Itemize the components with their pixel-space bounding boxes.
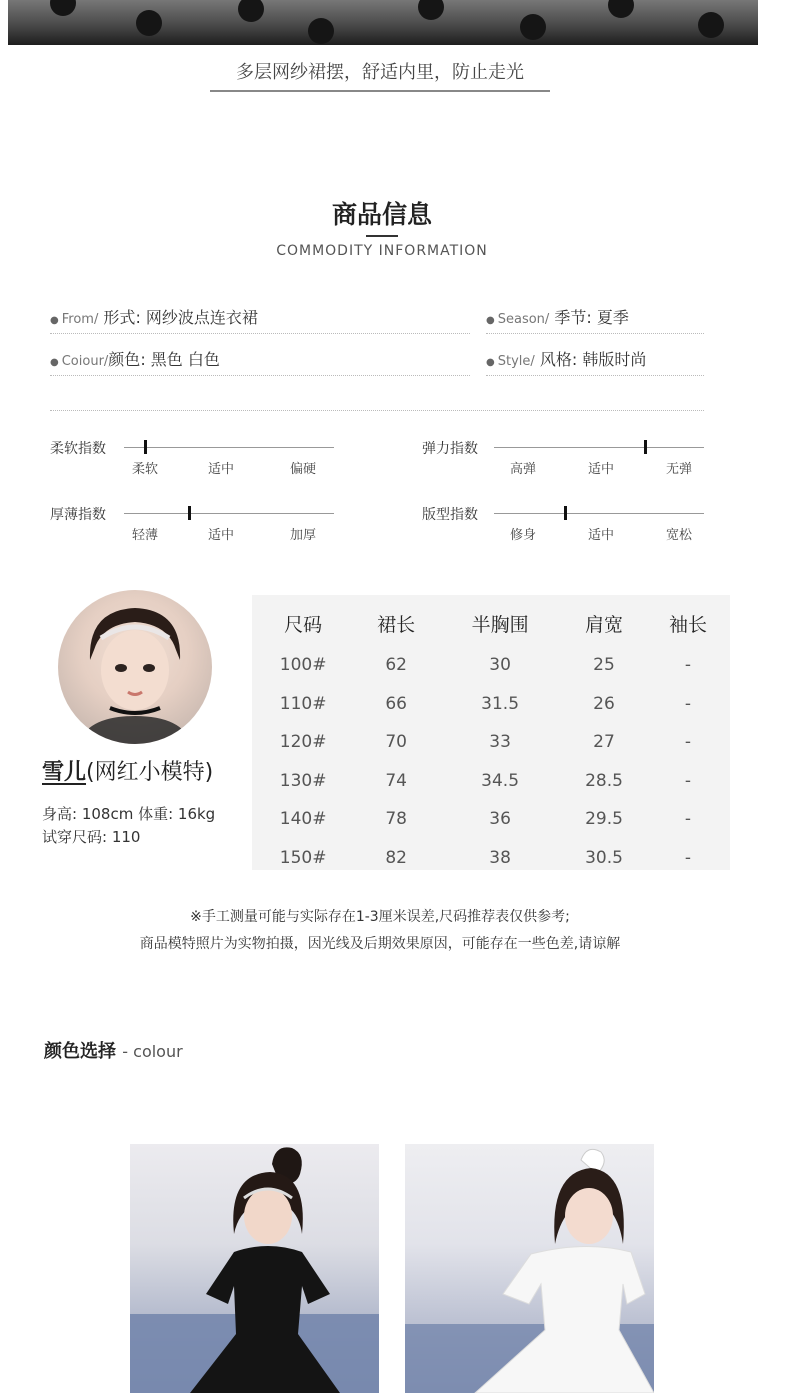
size-table-header-row [252, 600, 730, 646]
table-cell: 31.5 [481, 693, 520, 714]
info-form-label: 形式 [103, 308, 136, 327]
table-row [252, 800, 730, 839]
model-name-text: 雪儿 [42, 760, 87, 785]
section-subtitle: COMMODITY INFORMATION [276, 243, 488, 259]
white-dress-illustration [405, 1144, 654, 1393]
info-season-label: 季节 [554, 308, 587, 327]
table-cell: 130# [279, 770, 327, 791]
scale-track [494, 447, 704, 448]
table-cell: 110# [279, 693, 327, 714]
table-cell: - [684, 655, 692, 676]
size-table-header: 半胸围 [471, 613, 529, 636]
color-select-heading: 颜色选择 - colour [44, 1041, 183, 1062]
table-cell: 74 [385, 770, 407, 791]
scale-thickness [50, 504, 350, 544]
scale-label: 柔软指数 [50, 441, 106, 457]
table-cell: 66 [385, 693, 407, 714]
scale-tick: 适中 [208, 462, 235, 477]
bullet-icon: ● [50, 315, 59, 326]
table-cell: 26 [593, 693, 615, 714]
scale-softness [50, 438, 350, 478]
table-cell: 27 [593, 732, 615, 753]
scale-tick: 适中 [208, 528, 235, 543]
model-portrait [58, 590, 212, 744]
size-table-header: 裙长 [377, 613, 416, 636]
divider [50, 410, 704, 411]
scale-tick: 柔软 [132, 462, 159, 477]
scale-label: 弹力指数 [422, 441, 478, 457]
section-title: 商品信息 [331, 200, 432, 229]
info-colour-en: Coiour/ [61, 354, 109, 369]
info-colour: ● Coiour/颜色: 黑色 白色 [50, 347, 470, 376]
model-title: (网红小模特) [86, 760, 214, 785]
black-dress-illustration [130, 1144, 379, 1393]
table-cell: - [684, 693, 692, 714]
scale-marker [188, 506, 191, 520]
table-cell: 150# [279, 847, 327, 868]
table-cell: 78 [385, 809, 407, 830]
table-cell: 36 [489, 809, 511, 830]
table-cell: - [684, 770, 692, 791]
table-cell: - [684, 809, 692, 830]
size-table-header: 肩宽 [584, 613, 623, 636]
scale-tick: 适中 [588, 528, 615, 543]
scale-marker [564, 506, 567, 520]
table-row [252, 839, 730, 878]
info-season-value: 夏季 [596, 308, 629, 327]
size-table-header: 尺码 [284, 613, 323, 636]
table-cell: 29.5 [585, 809, 623, 830]
info-season-en: Season/ [497, 312, 550, 327]
scale-track [124, 513, 334, 514]
bullet-icon: ● [486, 357, 495, 368]
scale-track [494, 513, 704, 514]
info-style-en: Style/ [497, 354, 535, 369]
table-row [252, 646, 730, 685]
table-cell: 82 [385, 847, 407, 868]
info-form-value: 网纱波点连衣裙 [145, 308, 258, 327]
info-style-value: 韩版时尚 [582, 350, 647, 369]
table-cell: 140# [279, 809, 327, 830]
model-name [42, 755, 213, 786]
info-form: ● From/ 形式: 网纱波点连衣裙 [50, 305, 470, 334]
product-photo-black[interactable] [130, 1144, 379, 1393]
table-cell: 30 [489, 655, 511, 676]
scale-tick: 宽松 [666, 528, 693, 543]
scale-tick: 加厚 [290, 528, 317, 543]
scale-tick: 无弹 [666, 462, 693, 477]
table-cell: 100# [279, 655, 327, 676]
note-color-difference: 商品模特照片为实物拍摄，因光线及后期效果原因，可能存在一些色差,请谅解 [139, 936, 621, 952]
scale-tick: 轻薄 [132, 528, 159, 543]
table-row [252, 762, 730, 801]
bullet-icon: ● [50, 357, 59, 368]
table-cell: 30.5 [585, 847, 623, 868]
color-select-en: colour [133, 1042, 183, 1061]
photo-caption: 多层网纱裙摆，舒适内里，防止走光 [210, 58, 550, 92]
table-cell: - [684, 732, 692, 753]
scale-label: 厚薄指数 [50, 507, 106, 523]
table-cell: - [684, 847, 692, 868]
top-product-photo [8, 0, 758, 45]
scale-elasticity [422, 438, 712, 478]
scale-tick: 高弹 [510, 462, 537, 477]
scale-marker [644, 440, 647, 454]
table-cell: 120# [279, 732, 327, 753]
table-cell: 70 [385, 732, 407, 753]
scale-tick: 适中 [588, 462, 615, 477]
bullet-icon: ● [486, 315, 495, 326]
table-cell: 25 [593, 655, 615, 676]
size-table-header: 袖长 [668, 613, 707, 636]
size-table [252, 600, 730, 877]
table-cell: 33 [489, 732, 511, 753]
scale-label: 版型指数 [422, 507, 478, 523]
table-row [252, 723, 730, 762]
info-colour-value: 黑色 白色 [150, 350, 220, 369]
scale-marker [144, 440, 147, 454]
scale-fit [422, 504, 712, 544]
section-title-bar [366, 235, 398, 237]
color-select-title: 颜色选择 [44, 1041, 116, 1062]
info-season: ● Season/ 季节: 夏季 [486, 305, 704, 334]
scale-tick: 修身 [510, 528, 537, 543]
scale-track [124, 447, 334, 448]
product-photo-white[interactable] [405, 1144, 654, 1393]
info-style-label: 风格 [539, 350, 572, 369]
table-cell: 28.5 [585, 770, 623, 791]
info-form-en: From/ [61, 312, 99, 327]
model-stats: 身高: 108cm 体重: 16kg [42, 805, 216, 823]
info-style: ● Style/ 风格: 韩版时尚 [486, 347, 704, 376]
table-cell: 38 [489, 847, 511, 868]
note-measurement: ※手工测量可能与实际存在1-3厘米误差,尺码推荐表仅供参考; [190, 909, 570, 925]
model-size: 试穿尺码: 110 [42, 828, 141, 846]
table-cell: 62 [385, 655, 407, 676]
scale-tick: 偏硬 [290, 462, 317, 477]
table-cell: 34.5 [481, 770, 520, 791]
info-colour-label: 颜色 [108, 350, 141, 369]
table-row [252, 685, 730, 724]
model-portrait-illustration [58, 590, 212, 744]
